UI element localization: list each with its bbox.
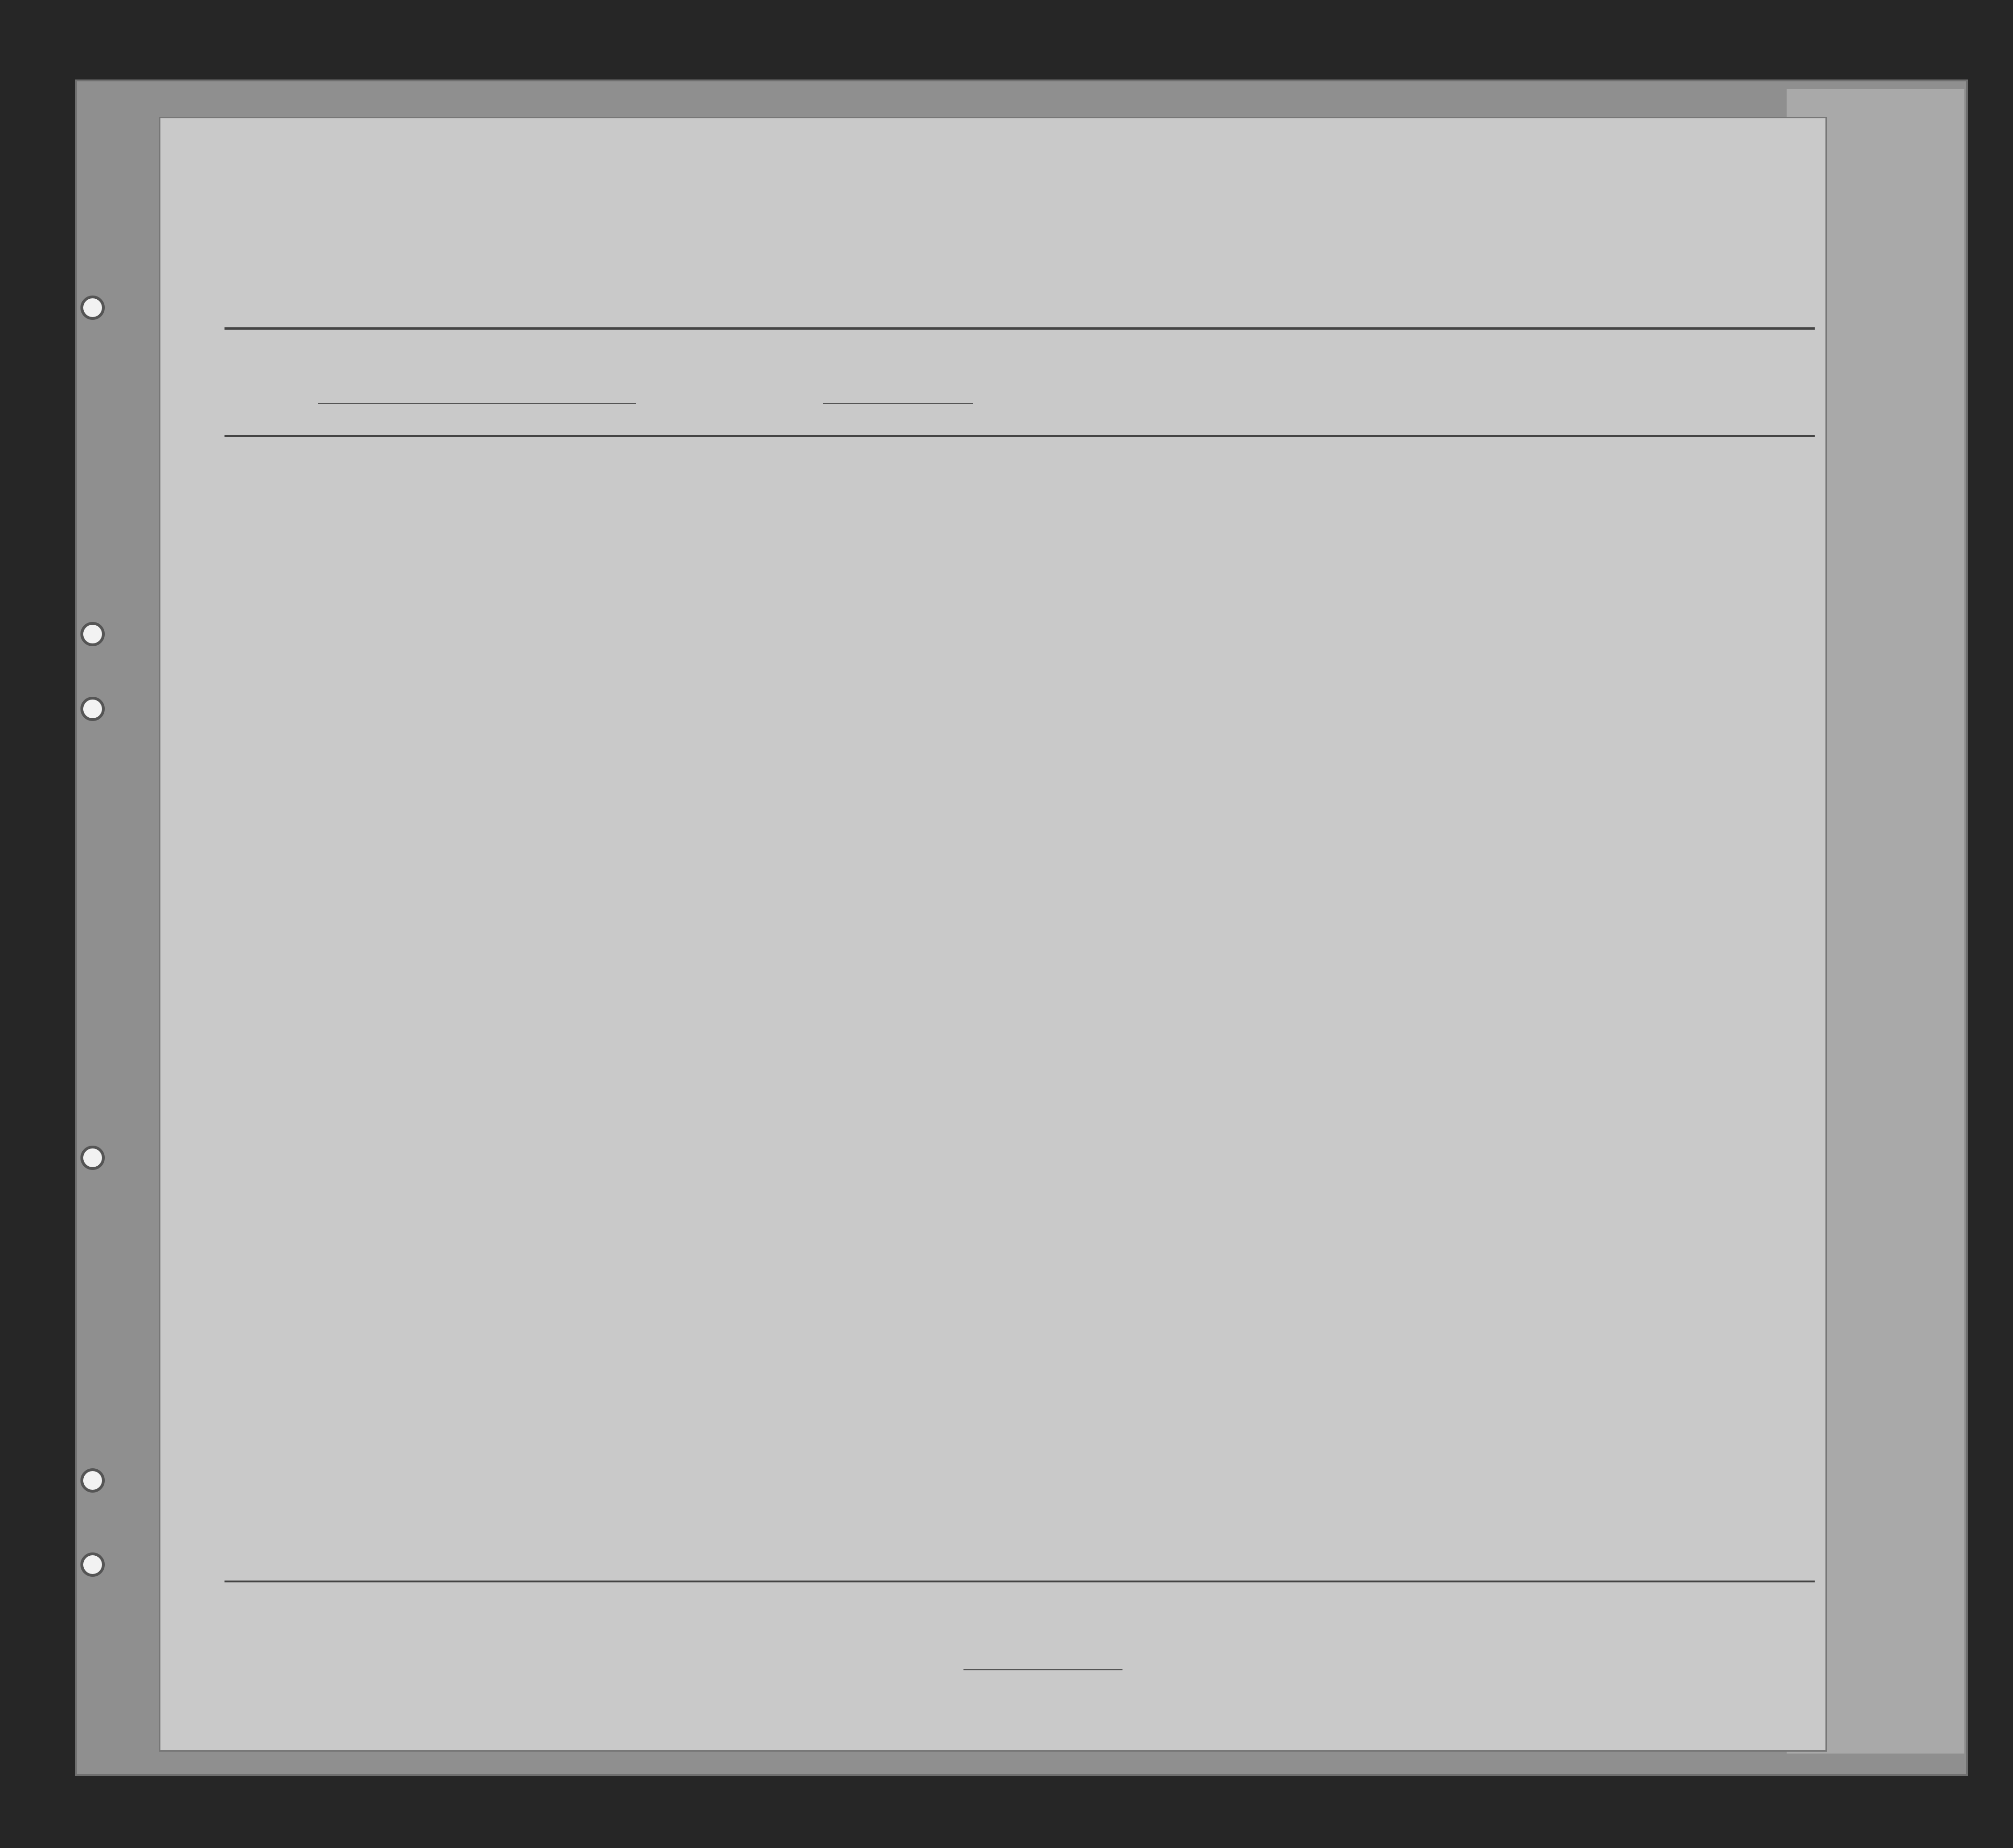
table-top-rule: [224, 327, 1815, 330]
binder-hole: [80, 622, 105, 646]
shipped-subheader-rule: [823, 403, 973, 404]
inspector-signature-rule: [963, 1669, 1122, 1670]
binder-hole: [80, 1146, 105, 1170]
table-header-rule: [224, 435, 1815, 437]
binder-hole: [80, 296, 105, 320]
table-bottom-rule: [224, 1581, 1815, 1582]
binder-hole: [80, 1552, 105, 1577]
manifest-sheet: [159, 117, 1827, 1752]
binder-hole: [80, 697, 105, 721]
name-subheader-rule: [318, 403, 636, 404]
binder-hole: [80, 1468, 105, 1493]
